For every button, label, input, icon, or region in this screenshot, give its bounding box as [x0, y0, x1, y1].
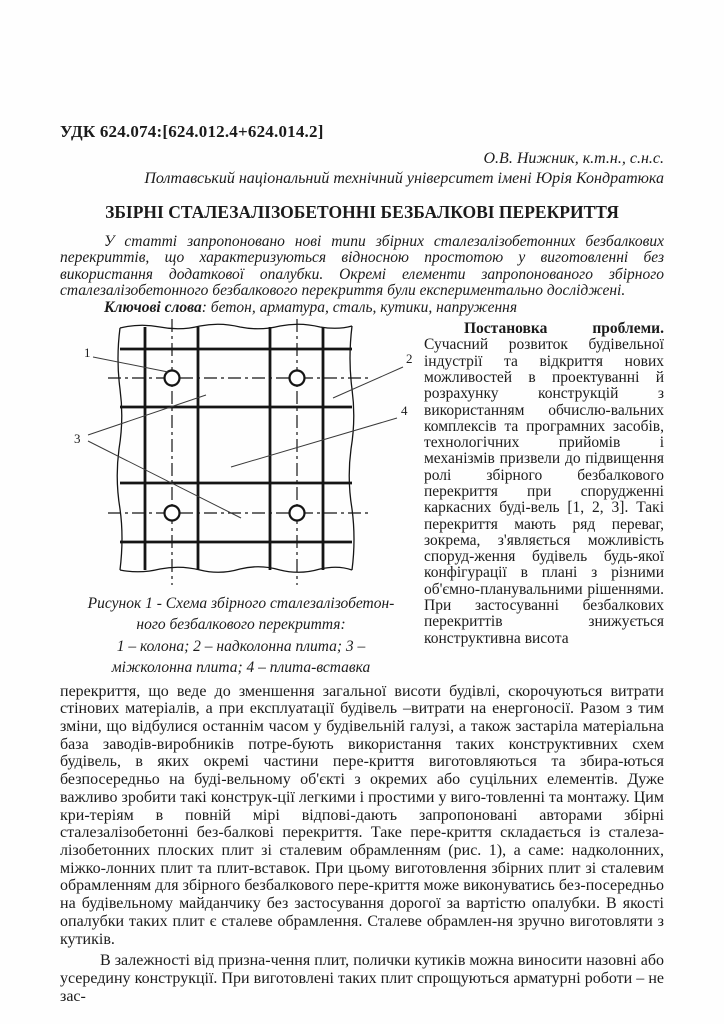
- figure-caption: [66, 593, 416, 679]
- border-right: [349, 326, 354, 570]
- figure-caption-line: ного безбалкового перекриття:: [136, 616, 346, 634]
- article-title: ЗБІРНІ СТАЛЕЗАЛІЗОБЕТОННІ БЕЗБАЛКОВІ ПЕРЕКРИТТЯ: [105, 202, 619, 222]
- column-circle-4: [290, 506, 305, 521]
- callout-numbers: [74, 345, 413, 446]
- keywords-label: Ключові слова: [104, 298, 202, 316]
- leader-3a: [88, 395, 206, 435]
- columns: [165, 371, 305, 521]
- callout-4: 4: [401, 403, 408, 419]
- problem-statement-heading: Постановка проблеми.: [464, 320, 664, 338]
- body-paragraph-1: перекриття, що веде до зменшення загальної висоти будівлі, скорочуються витрати стінових матеріалів, а при експлуатації будівель –витрати на енергоносії. Разом з тим зміни, що відбулися останнім часом у будівельній галузі, а також застаріла матеріальна база заводів-виробників потре-бують використання таких конструктивних схем будівель, в яких окремі частини пере-криття виготовляються та збира-ються безпосередньо на буді-вельному об'єкті з окремих або суцільних елементів. Дуже важливо зробити такі конструк-ції легкими і простими у виго-товленні та монтажу. Цим кри-теріям в повній мірі відпові-дають запропоновані авторами збірні сталезалізобетонні без-балкові перекриття. Таке пере-криття складається із сталеза-лізобетонних плоских плит зі сталевим обрамленням (рис. 1), а саме: надколонних, міжко-лонних плит та плит-вставок. При цьому виготовлення збірних плит зі сталевим обрамленням для збірного безбалкового пере-криття може виконуватись без-посередньо на будівельному майданчику без застосування дорогої за вартістю опалубки. В якості опалубки таких плит є сталеве обрамлення. Сталеве обрамлен-ня зручно виготовляти з кутиків.: [60, 682, 664, 948]
- column-circle-2: [290, 371, 305, 386]
- plate-joint-lines: [120, 327, 352, 570]
- right-text-column: [422, 319, 664, 647]
- institution-line: Полтавський національний технічний університет імені Юрія Кондратюка: [144, 170, 664, 187]
- udk-code: УДК 624.074:[624.012.4+624.014.2]: [60, 122, 324, 141]
- column-circle-1: [165, 371, 180, 386]
- border-bottom: [120, 567, 352, 573]
- figure-and-text-section: [60, 319, 664, 679]
- border-left: [117, 328, 122, 570]
- border-top: [120, 324, 352, 329]
- figure-caption-line: 1 – колона; 2 – надколонна плита; 3 –: [116, 637, 366, 655]
- keywords-line: [60, 300, 664, 316]
- figure-caption-line: міжколонна плита; 4 – плита-вставка: [111, 659, 371, 677]
- author-line: О.В. Нижник, к.т.н., с.н.с.: [483, 150, 664, 167]
- problem-statement-paragraph: [424, 321, 664, 647]
- problem-statement-text: Сучасний розвиток будівельної індустрії та відкриття нових можливостей в проектуванні й розрахунку конструкцій з використанням обчислю-вальних комплексів та програмних засобів, технологічних прийомів і механізмів призвели до підвищення ролі збірного безбалкового перекриття при спорудженні каркасних буді-вель [1, 2, 3]. Такі перекриття мають ряд переваг, зокрема, з'являється можливість споруд-ження будівель будь-якої конфігурації в плані з різними об'ємно-планувальними рішеннями. При застосуванні безбалкових перекриттів знижується конструктивна висота: [424, 336, 664, 647]
- callout-leaders: [88, 357, 403, 518]
- keywords-text: : бетон, арматура, сталь, кутики, напруження: [201, 298, 518, 316]
- figure1-diagram: [60, 319, 422, 591]
- body-paragraph-2: В залежності від призна-чення плит, полички кутиків можна виносити назовні або усередину конструкції. При виготовлені таких плит спрощуються арматурні роботи – не зас-: [60, 952, 664, 1005]
- leader-3b: [88, 441, 241, 518]
- figure-block: [60, 319, 422, 679]
- leader-1: [93, 357, 168, 372]
- figure-caption-line: Рисунок 1 - Схема збірного сталезалізобетон-: [87, 595, 395, 613]
- break-line-border: [117, 324, 354, 572]
- callout-3: 3: [74, 431, 81, 447]
- column-axes: [108, 319, 372, 585]
- leader-4: [231, 418, 397, 467]
- callout-1: 1: [84, 345, 91, 361]
- abstract-text: У статті запропоновано нові типи збірних сталезалізобетонних безбалкових перекриттів, що характеризуються відносною простотою у виготовленні без використання додаткової опалубки. Окремі елементи запропонованого збірного сталезалізобетонного безбалкового перекриття були експериментально досліджені.: [60, 233, 664, 300]
- column-circle-3: [165, 506, 180, 521]
- callout-2: 2: [406, 351, 413, 367]
- leader-2: [333, 367, 403, 398]
